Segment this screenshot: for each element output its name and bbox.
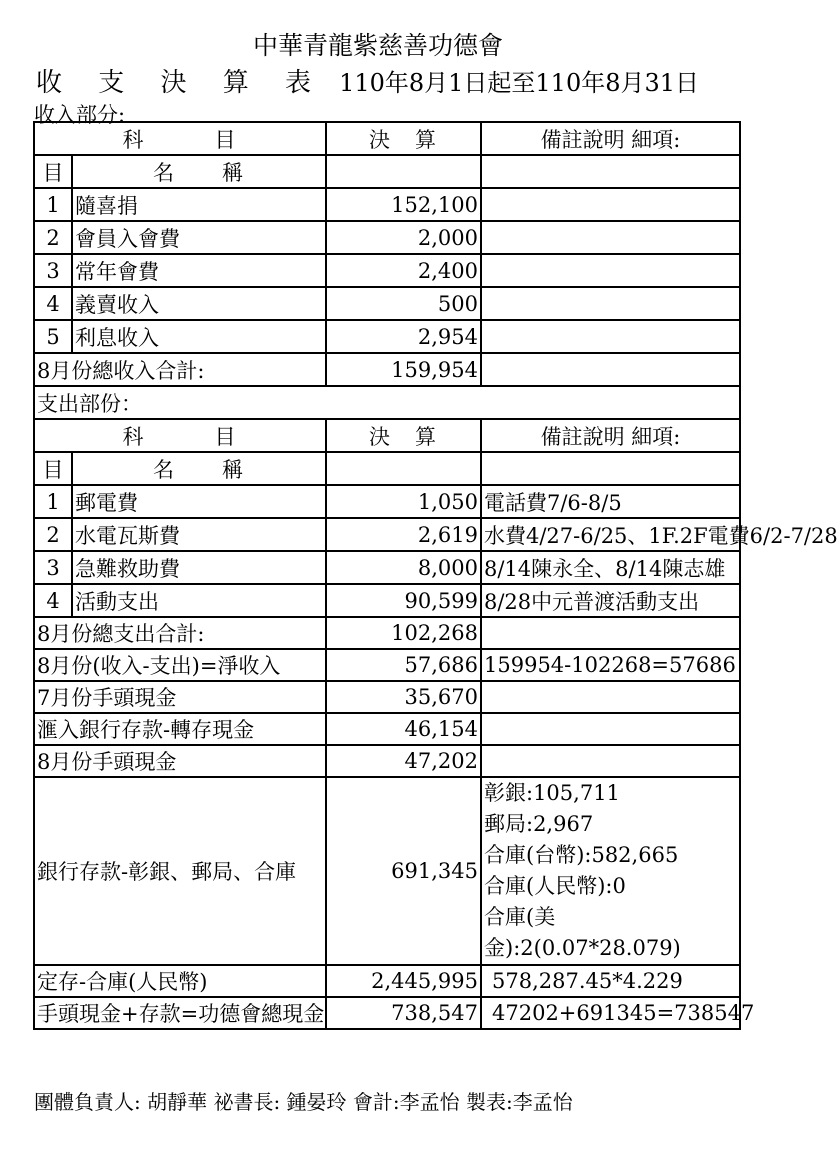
report-title-line [36,62,699,99]
item-no: 5 [34,320,72,353]
item-name-header: 名 稱 [72,452,326,485]
amount-header: 決 算 [326,122,481,155]
fixed-deposit-note: 578,287.45*4.229 [481,965,740,997]
bank-label: 銀行存款-彰銀、郵局、合庫 [34,777,326,965]
item-no-header: 目 [34,452,72,485]
item-note: 8/28中元普渡活動支出 [481,584,740,617]
item-amount: 8,000 [326,551,481,584]
item-amount: 90,599 [326,584,481,617]
blank-cell [481,155,740,188]
item-name: 活動支出 [72,584,326,617]
item-no: 4 [34,287,72,320]
fixed-deposit-amount: 2,445,995 [326,965,481,997]
summary-row [34,649,740,681]
expense-row [34,518,740,551]
grand-total-amount: 738,547 [326,997,481,1029]
item-no: 1 [34,485,72,518]
item-amount: 2,954 [326,320,481,353]
financial-table [33,121,838,1030]
summary-label: 8月份手頭現金 [34,745,326,777]
item-name: 隨喜捐 [72,188,326,221]
item-amount: 152,100 [326,188,481,221]
income-subheader-row [34,155,740,188]
blank-cell [326,155,481,188]
bank-note-line: 合庫(美 [484,905,556,929]
bank-note-line: 郵局:2,967 [484,812,594,836]
summary-note [481,681,740,713]
item-name: 常年會費 [72,254,326,287]
bank-note-line: 金):2(0.07*28.079) [484,936,681,960]
summary-label: 8月份總支出合計: [34,617,326,649]
item-name: 郵電費 [72,485,326,518]
income-total-amount: 159,954 [326,353,481,386]
summary-label: 7月份手頭現金 [34,681,326,713]
item-no: 4 [34,584,72,617]
item-no-header: 目 [34,155,72,188]
blank-cell [481,353,740,386]
summary-label: 滙入銀行存款-轉存現金 [34,713,326,745]
fixed-deposit-label: 定存-合庫(人民幣) [34,965,326,997]
report-period: 110年8月1日起至110年8月31日 [339,69,700,97]
expense-header-row [34,419,740,452]
expense-subheader-row [34,452,740,485]
income-row [34,287,740,320]
income-section-label: 收入部分: [34,103,126,127]
item-name-header: 名 稱 [72,155,326,188]
summary-amount: 102,268 [326,617,481,649]
bank-note-line: 彰銀:105,711 [484,781,620,805]
income-row [34,320,740,353]
item-note [481,287,740,320]
grand-total-row [34,997,740,1029]
income-total-row [34,353,740,386]
summary-amount: 47,202 [326,745,481,777]
bank-note-line: 合庫(台幣):582,665 [484,843,679,867]
expense-row [34,584,740,617]
signatories-footer: 團體負責人: 胡靜華 祕書長: 鍾晏玲 會計:李孟怡 製表:李孟怡 [34,1090,573,1114]
item-name: 義賣收入 [72,287,326,320]
summary-note [481,745,740,777]
remarks-header: 備註說明 細項: [481,419,740,452]
summary-amount: 46,154 [326,713,481,745]
summary-note [481,617,740,649]
expense-section-label: 支出部份： [34,386,740,419]
summary-amount: 57,686 [326,649,481,681]
item-name: 會員入會費 [72,221,326,254]
amount-header: 決 算 [326,419,481,452]
item-note [481,221,740,254]
item-no: 1 [34,188,72,221]
summary-row [34,681,740,713]
bank-row [34,777,740,965]
income-row [34,254,740,287]
item-no: 3 [34,551,72,584]
income-row [34,221,740,254]
grand-total-note: 47202+691345=738547 [481,997,740,1029]
item-amount: 1,050 [326,485,481,518]
expense-row [34,551,740,584]
item-note: 電話費7/6-8/5 [481,485,740,518]
fixed-deposit-row [34,965,740,997]
item-amount: 500 [326,287,481,320]
income-row [34,188,740,221]
item-no: 2 [34,518,72,551]
blank-cell [481,452,740,485]
item-note [481,254,740,287]
item-name: 利息收入 [72,320,326,353]
organization-name: 中華青龍紫慈善功德會 [252,31,503,60]
summary-label: 8月份(收入-支出)=淨收入 [34,649,326,681]
income-header-row [34,122,740,155]
item-note [481,188,740,221]
bank-amount: 691,345 [326,777,481,965]
summary-row [34,745,740,777]
summary-amount: 35,670 [326,681,481,713]
item-amount: 2,000 [326,221,481,254]
item-no: 2 [34,221,72,254]
expense-section-row [34,386,740,419]
summary-row [34,617,740,649]
item-name: 水電瓦斯費 [72,518,326,551]
expense-row [34,485,740,518]
remarks-header: 備註說明 細項: [481,122,740,155]
grand-total-label: 手頭現金+存款=功德會總現金 [34,997,326,1029]
report-title: 收 支 決 算 表 [36,68,326,98]
summary-row [34,713,740,745]
item-amount: 2,400 [326,254,481,287]
income-total-label: 8月份總收入合計: [34,353,326,386]
item-amount: 2,619 [326,518,481,551]
summary-note [481,713,740,745]
bank-note-line: 合庫(人民幣):0 [484,874,626,898]
summary-note: 159954-102268=57686 [481,649,740,681]
item-name: 急難救助費 [72,551,326,584]
blank-cell [326,452,481,485]
item-note: 水費4/27-6/25、1F.2F電費6/2-7/28 [481,518,740,551]
subject-header: 科 目 [34,419,326,452]
item-note: 8/14陳永全、8/14陳志雄 [481,551,740,584]
item-no: 3 [34,254,72,287]
subject-header: 科 目 [34,122,326,155]
item-note [481,320,740,353]
bank-breakdown [481,777,740,965]
